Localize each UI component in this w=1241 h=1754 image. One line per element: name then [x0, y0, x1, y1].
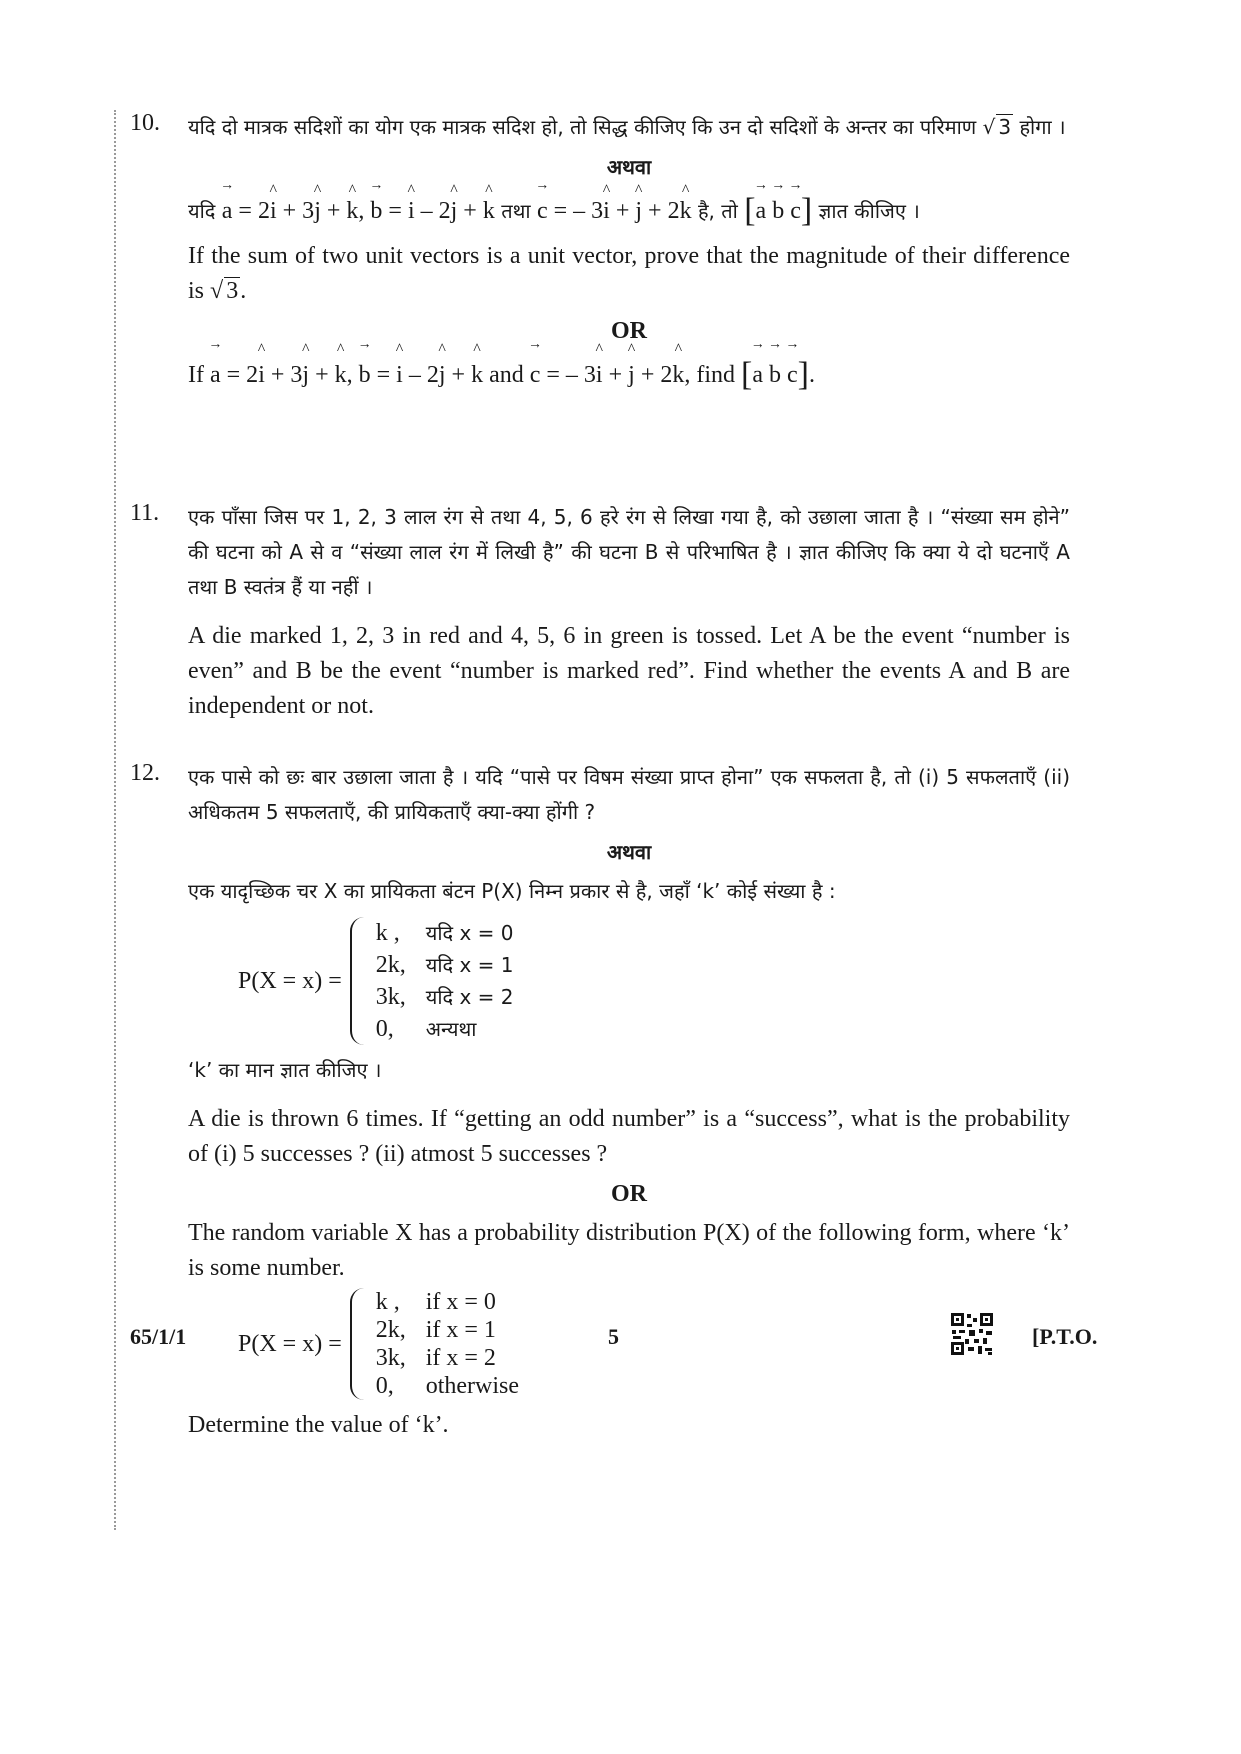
or-heading-hindi: अथवा [606, 155, 652, 179]
case-condition: अन्यथा [425, 1017, 477, 1041]
case-condition: if x = 1 [425, 1317, 496, 1343]
paper-code: 65/1/1 [130, 1324, 187, 1349]
case-condition: यदि x = 0 [425, 921, 514, 945]
margin-dotted-line [114, 110, 116, 1530]
brace [350, 917, 366, 1045]
question-number: 10. [130, 110, 160, 136]
q10-english-alternative: If → a = 2^ i + 3^ j + ^ k, → b = ^ i – 2^ j + ^ k and → c = – 3^ i + ^ j + 2^ k, find [→ a → b → c]. [188, 353, 1070, 397]
probability-distribution-hindi [238, 917, 1070, 1045]
question-number: 11. [130, 500, 160, 526]
pto-label: [P.T.O. [1032, 1324, 1098, 1349]
case-value: k , [375, 1289, 400, 1315]
formula-lhs: P(X = x) = [238, 1330, 342, 1357]
q12-hindi-end: ‘k’ का मान ज्ञात कीजिए । [188, 1058, 382, 1082]
q11-english-text: A die marked 1, 2, 3 in red and 4, 5, 6 in green is tossed. Let A be the event “number is even” and B be the event “number is marked red”. Find whether the events A and B are independent or not. [188, 623, 1070, 719]
q12-english-end: Determine the value of ‘k’. [188, 1412, 449, 1438]
or-heading-english: OR [611, 318, 647, 344]
case-value: 3k, [375, 984, 406, 1010]
question-12 [130, 760, 1070, 1443]
q12-english-alternative: The random variable X has a probability distribution P(X) of the following form, where ‘k’ is some number. [188, 1220, 1070, 1281]
q11-hindi-text: एक पाँसा जिस पर 1, 2, 3 लाल रंग से तथा 4, 5, 6 हरे रंग से लिखा गया है, को उछाला जाता है । “संख्या सम होने” की घटना को A से व “संख्या लाल रंग में लिखी है” की घटना B से परिभाषित है । ज्ञात कीजिए कि क्या ये दो घटनाएँ A तथा B स्वतंत्र हैं या नहीं । [188, 505, 1070, 599]
question-11 [130, 500, 1070, 724]
case-condition: if x = 2 [425, 1345, 496, 1371]
formula-lhs: P(X = x) = [238, 967, 342, 994]
probability-distribution-english [238, 1288, 1070, 1400]
case-value: 2k, [375, 1317, 406, 1343]
q12-hindi-text: एक पासे को छः बार उछाला जाता है । यदि “पासे पर विषम संख्या प्राप्त होना” एक सफलता है, तो (i) 5 सफलताएँ (ii) अधिकतम 5 सफलताएँ, की प्रायिकताएँ क्या-क्या होंगी ? [188, 765, 1070, 824]
question-10 [130, 110, 1070, 397]
or-heading-hindi: अथवा [606, 840, 652, 864]
qr-code-icon [950, 1312, 994, 1356]
brace [350, 1288, 366, 1400]
case-value: k , [375, 920, 400, 946]
case-value: 0, [375, 1373, 394, 1399]
page-number: 5 [608, 1324, 619, 1349]
case-condition: यदि x = 1 [425, 953, 514, 977]
q10-hindi-alternative: यदि → a = 2^ i + 3^ j + ^ k, → b = ^ i – 2^ j + ^ k तथा → c = – 3^ i + ^ j + 2^ k है, तो [→ a → b → c] ज्ञात कीजिए । [188, 189, 1070, 233]
case-condition: otherwise [425, 1373, 520, 1399]
case-value: 2k, [375, 952, 406, 978]
or-heading-english: OR [611, 1181, 647, 1207]
q10-english-text: If the sum of two unit vectors is a unit vector, prove that the magnitude of their difference is √ 3. [188, 243, 1070, 304]
case-condition: यदि x = 2 [425, 985, 514, 1009]
question-number: 12. [130, 760, 160, 786]
case-value: 3k, [375, 1345, 406, 1371]
case-condition: if x = 0 [425, 1289, 496, 1315]
q12-hindi-alternative: एक यादृच्छिक चर X का प्रायिकता बंटन P(X) निम्न प्रकार से है, जहाँ ‘k’ कोई संख्या है : [188, 879, 836, 903]
q10-hindi-text: यदि दो मात्रक सदिशों का योग एक मात्रक सदिश हो, तो सिद्ध कीजिए कि उन दो सदिशों के अन्तर का परिमाण √ 3 होगा । [188, 115, 1066, 139]
q12-english-text: A die is thrown 6 times. If “getting an odd number” is a “success”, what is the probability of (i) 5 successes ? (ii) atmost 5 successes ? [188, 1106, 1070, 1167]
case-value: 0, [375, 1016, 394, 1042]
